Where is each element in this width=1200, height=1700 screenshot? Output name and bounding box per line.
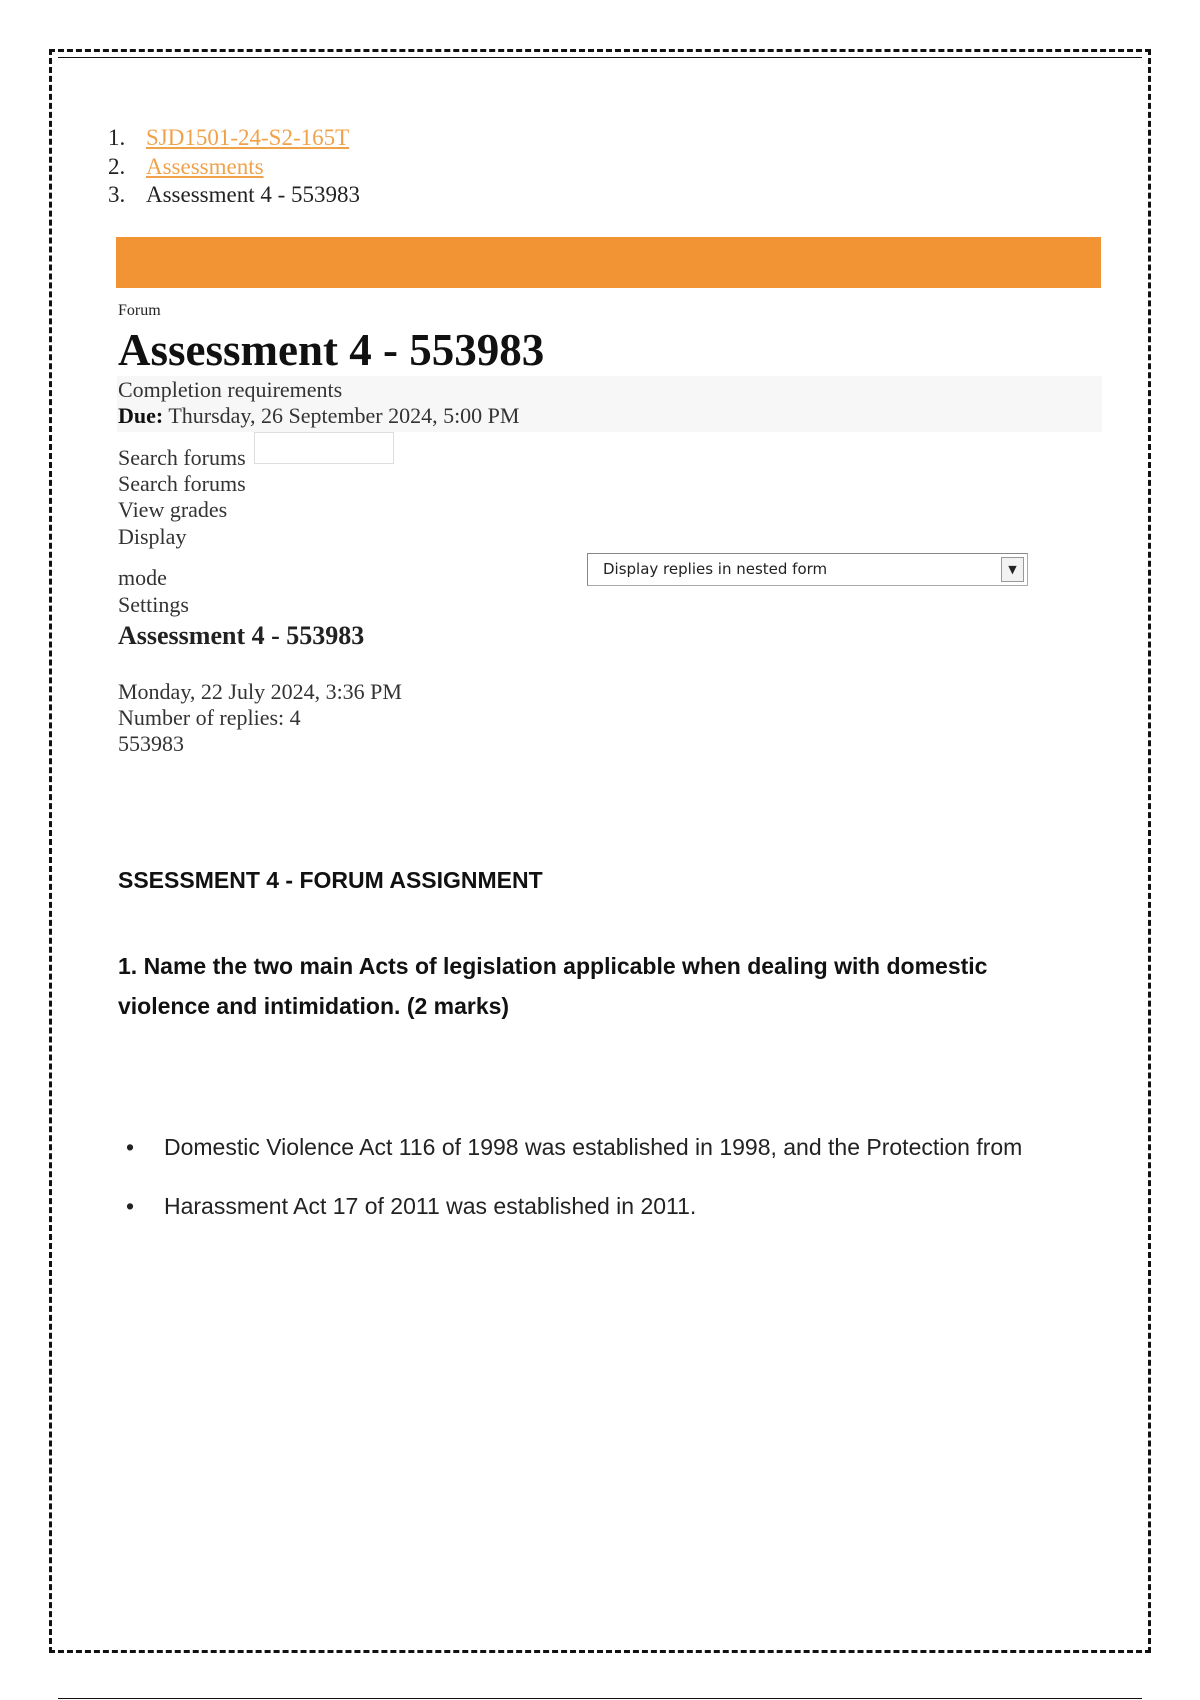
page-bottom-rule [58, 1698, 1142, 1699]
display-mode-label-line2: mode [118, 565, 167, 590]
breadcrumb-item-current: 3. Assessment 4 - 553983 [108, 182, 361, 207]
search-forums-input[interactable] [254, 432, 394, 464]
bullet-icon: • [126, 1134, 135, 1160]
display-mode-select[interactable] [587, 553, 1028, 586]
completion-requirements: Completion requirements [118, 377, 343, 402]
due-date [118, 403, 519, 429]
display-mode-selected-value: Display replies in nested form [603, 560, 828, 578]
breadcrumb-link-course[interactable]: SJD1501-24-S2-165T [146, 125, 350, 150]
display-mode-label-line1: Display [118, 524, 187, 549]
breadcrumb-item-assessments: 2. Assessments [108, 153, 264, 179]
course-banner [116, 237, 1101, 288]
search-forums-label: Search forums [118, 445, 246, 470]
frame-top-rule [58, 57, 1142, 58]
view-grades-link[interactable]: View grades [118, 497, 228, 522]
post-question: 1. Name the two main Acts of legislation applicable when dealing with domestic violence and intimidation. (2 marks) [118, 953, 988, 1019]
list-item: • Harassment Act 17 of 2011 was established in 2011. [126, 1193, 697, 1219]
chevron-down-icon[interactable]: ▼ [1001, 557, 1024, 582]
breadcrumb-link-assessments[interactable]: Assessments [146, 153, 264, 179]
due-value: Thursday, 26 September 2024, 5:00 PM [163, 403, 520, 428]
discussion-author: 553983 [118, 731, 184, 756]
due-label: Due: [118, 403, 164, 428]
breadcrumb [108, 124, 360, 210]
bullet-icon: • [126, 1193, 135, 1219]
breadcrumb-current-label: Assessment 4 - 553983 [146, 182, 361, 207]
page-title: Assessment 4 - 553983 [118, 325, 545, 375]
search-forums-button[interactable]: Search forums [118, 471, 246, 496]
list-item: • Domestic Violence Act 116 of 1998 was established in 1998, and the Protection from [126, 1134, 1023, 1160]
activity-type-label: Forum [118, 302, 161, 319]
breadcrumb-item-course: 1. SJD1501-24-S2-165T [108, 125, 350, 150]
answer-list [120, 1133, 1022, 1251]
page-frame [49, 49, 1151, 1653]
reply-count: Number of replies: 4 [118, 705, 301, 730]
post-heading: SSESSMENT 4 - FORUM ASSIGNMENT [118, 867, 543, 893]
discussion-date: Monday, 22 July 2024, 3:36 PM [118, 679, 402, 704]
discussion-title: Assessment 4 - 553983 [118, 621, 365, 650]
settings-menu[interactable]: Settings [118, 592, 189, 617]
